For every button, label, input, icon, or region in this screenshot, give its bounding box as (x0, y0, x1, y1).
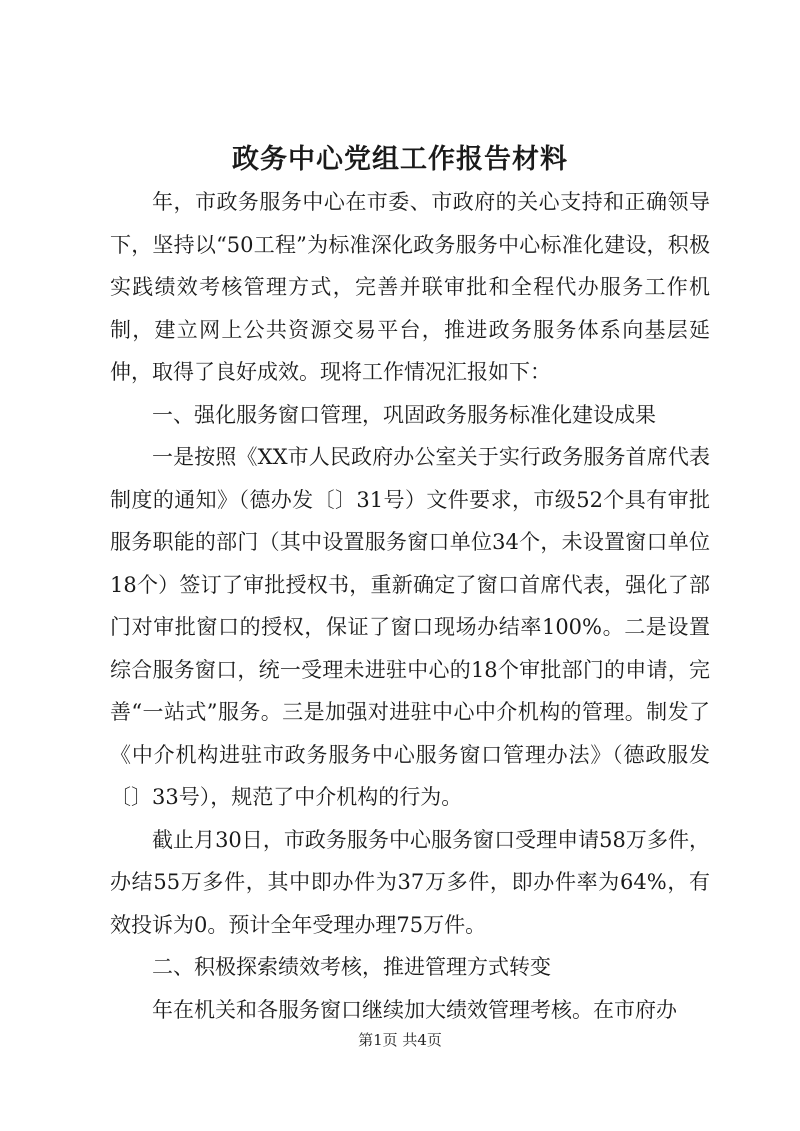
page-footer: 第1页 共4页 (358, 1031, 442, 1049)
paragraph-section-2: 年在机关和各服务窗口继续加大绩效管理考核。在市府办 (152, 997, 677, 1022)
paragraph-intro: 年，市政务服务中心在市委、市政府的关心支持和正确领导下，坚持以“50工程”为标准深化政务服务中心标准化建设，积极实践绩效考核管理方式，完善并联审批和全程代办服务工作机制，建立网上公共资源交易平台，推进政务服务体系向基层延伸，取得了良好成效。现将工作情况汇报如下： (110, 190, 710, 384)
paragraph-section-1: 一是按照《XX市人民政府办公室关于实行政务服务首席代表制度的通知》（德办发〔〕31号）文件要求，市级52个具有审批服务职能的部门（其中设置服务窗口单位34个，未设置窗口单位18个）签订了审批授权书，重新确定了窗口首席代表，强化了部门对审批窗口的授权，保证了窗口现场办结率100%。二是设置综合服务窗口，统一受理未进驻中心的18个审批部门的申请，完善“一站式”服务。三是加强对进驻中心中介机构的管理。制发了《中介机构进驻市政务服务中心服务窗口管理办法》（德政服发〔〕33号），规范了中介机构的行为。 (110, 445, 710, 809)
document-body (110, 181, 710, 1031)
section-heading-1: 一、强化服务窗口管理，巩固政务服务标准化建设成果 (152, 402, 656, 427)
section-heading-2: 二、积极探索绩效考核，推进管理方式转变 (152, 955, 551, 979)
document-title: 政务中心党组工作报告材料 (232, 144, 568, 175)
paragraph-statistics: 截止月30日，市政务服务中心服务窗口受理申请58万多件，办结55万多件，其中即办件为37万多件，即办件率为64%，有效投诉为0。预计全年受理办理75万件。 (110, 827, 710, 937)
